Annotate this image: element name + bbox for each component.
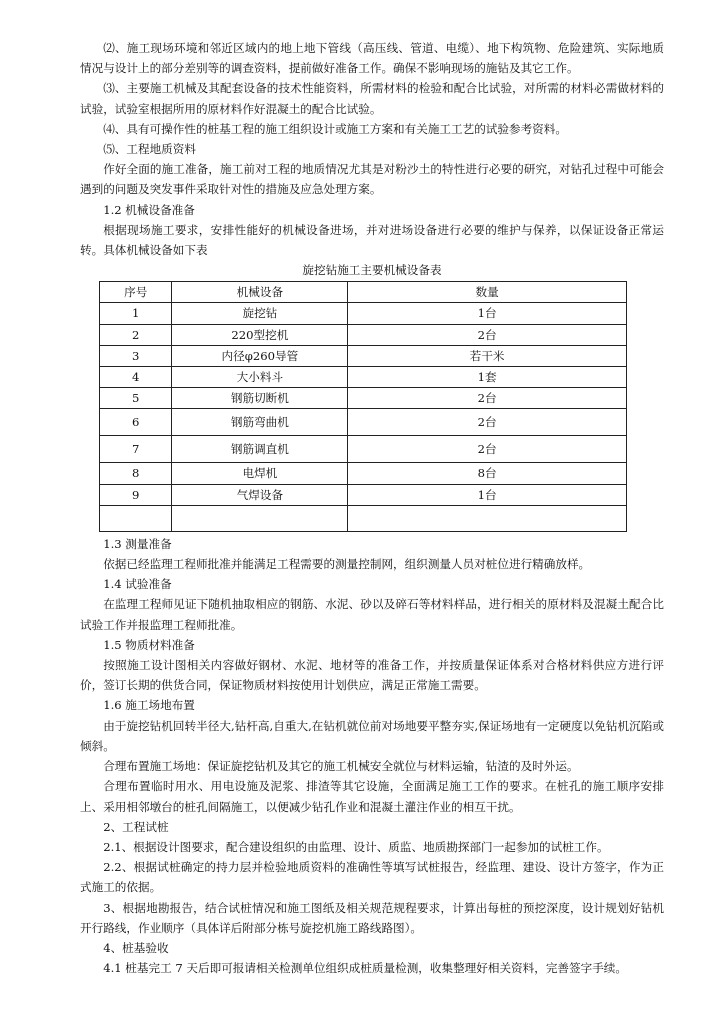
paragraphs-top [80, 38, 664, 260]
heading-2: 2、工程试桩 [103, 819, 169, 834]
table-row [100, 409, 627, 436]
heading-1-2: 1.2 机械设备准备 [103, 202, 195, 217]
cell-index [100, 505, 172, 531]
cell-quantity: 2台 [348, 388, 627, 409]
para-materials: 按照施工设计图相关内容做好钢材、水泥、地材等的准备工作，并按质量保证体系对合格材料供应方进行评价，签订长期的供货合同，保证物质材料按使用计划供应，满足正常施工需要。 [80, 658, 664, 693]
cell-equipment: 钢筋弯曲机 [172, 409, 348, 436]
para-3: 3、根据地勘报告，结合试桩情况和施工图纸及相关规范规程要求，计算出每桩的预挖深度，设计规划好钻机开行路线，作业顺序（具体详后附部分栋号旋挖机施工路线路图）。 [80, 900, 664, 935]
table-header-row [100, 282, 627, 303]
header-cell-equipment: 机械设备 [172, 282, 348, 303]
cell-quantity: 2台 [348, 436, 627, 463]
cell-quantity: 1台 [348, 303, 627, 324]
cell-quantity: 1套 [348, 367, 627, 388]
cell-index: 3 [100, 345, 172, 366]
table-row [100, 388, 627, 409]
heading-4: 4、桩基验收 [103, 940, 169, 955]
equipment-table [99, 281, 627, 532]
para-survey: 依据已经监理工程师批准并能满足工程需要的测量控制网，组织测量人员对桩位进行精确放样。 [103, 557, 591, 572]
cell-equipment: 旋挖钻 [172, 303, 348, 324]
cell-equipment: 内径φ260导管 [172, 345, 348, 366]
header-cell-quantity: 数量 [348, 282, 627, 303]
cell-quantity: 若干米 [348, 345, 627, 366]
table-row [100, 463, 627, 484]
cell-quantity: 2台 [348, 409, 627, 436]
document-page [80, 38, 664, 978]
heading-1-6: 1.6 施工场地布置 [103, 698, 195, 713]
heading-1-5: 1.5 物质材料准备 [103, 637, 195, 652]
para-site-leveling: 由于旋挖钻机回转半径大,钻杆高,自重大,在钻机就位前对场地要平整夯实,保证场地有一定硬度以免钻机沉陷或倾斜。 [80, 718, 664, 753]
table-row-empty [100, 505, 627, 531]
cell-equipment: 大小料斗 [172, 367, 348, 388]
table-caption: 旋挖钻施工主要机械设备表 [302, 263, 442, 278]
para-machinery-tech: ⑶、主要施工机械及其配套设备的技术性能资料，所需材料的检验和配合比试验，对所需的材料必需做材料的试验，试验室根据所用的原材料作好混凝土的配合比试验。 [80, 81, 664, 116]
cell-equipment: 钢筋调直机 [172, 436, 348, 463]
paragraphs-bottom [80, 534, 664, 978]
para-2-2: 2.2、根据试桩确定的持力层并检验地质资料的准确性等填写试桩报告，经监理、建设、设计方签字，作为正式施工的依据。 [80, 860, 664, 895]
para-site-layout: 合理布置施工场地：保证旋挖钻机及其它的施工机械安全就位与材料运输，钻渣的及时外运。 [103, 759, 579, 774]
cell-index: 1 [100, 303, 172, 324]
para-utilities: 合理布置临时用水、用电设施及泥浆、排渣等其它设施，全面满足施工工作的要求。在桩孔的施工顺序安排上、采用相邻墩台的桩孔间隔施工，以便减少钻孔作业和混凝土灌注作业的相互干扰。 [80, 779, 664, 814]
table-row [100, 436, 627, 463]
para-4-1: 4.1 桩基完工 7 天后即可报请相关检测单位组织成桩质量检测，收集整理好相关资料，完善签字手续。 [103, 961, 627, 976]
para-construction-plan: ⑷、具有可操作性的桩基工程的施工组织设计或施工方案和有关施工工艺的试验参考资料。 [103, 121, 567, 136]
table-row [100, 324, 627, 345]
cell-index: 5 [100, 388, 172, 409]
header-cell-index: 序号 [100, 282, 172, 303]
cell-equipment: 钢筋切断机 [172, 388, 348, 409]
para-equipment-intro: 根据现场施工要求，安排性能好的机械设备进场，并对进场设备进行必要的维护与保养，以保证设备正常运转。具体机械设备如下表 [80, 222, 664, 258]
cell-equipment: 气焊设备 [172, 484, 348, 505]
cell-equipment [172, 505, 348, 531]
heading-1-3: 1.3 测量准备 [103, 536, 172, 551]
table-row [100, 303, 627, 324]
cell-equipment: 220型挖机 [172, 324, 348, 345]
para-geology: 作好全面的施工准备，施工前对工程的地质情况尤其是对粉沙土的特性进行必要的研究，对钻孔过程中可能会遇到的问题及突发事件采取针对性的措施及应急处理方案。 [80, 162, 664, 197]
para-2-1: 2.1、根据设计图要求，配合建设组织的由监理、设计、质监、地质勘探部门一起参加的试桩工作。 [103, 839, 609, 854]
cell-index: 6 [100, 409, 172, 436]
cell-equipment: 电焊机 [172, 463, 348, 484]
cell-index: 7 [100, 436, 172, 463]
para-pipelines-survey: ⑵、施工现场环境和邻近区域内的地上地下管线（高压线、管道、电缆）、地下构筑物、危险建筑、实际地质情况与设计上的部分差别等的调查资料，提前做好准备工作。确保不影响现场的施钻及其它工作。 [80, 41, 664, 76]
cell-quantity: 1台 [348, 484, 627, 505]
cell-quantity: 8台 [348, 463, 627, 484]
table-row [100, 345, 627, 366]
heading-1-4: 1.4 试验准备 [103, 577, 172, 592]
cell-index: 8 [100, 463, 172, 484]
heading-geology: ⑸、工程地质资料 [103, 142, 196, 157]
cell-index: 2 [100, 324, 172, 345]
table-row [100, 367, 627, 388]
cell-index: 9 [100, 484, 172, 505]
cell-quantity [348, 505, 627, 531]
para-testing: 在监理工程师见证下随机抽取相应的钢筋、水泥、砂以及碎石等材料样品，进行相关的原材料及混凝土配合比试验工作并报监理工程师批准。 [80, 597, 664, 632]
cell-index: 4 [100, 367, 172, 388]
table-row [100, 484, 627, 505]
cell-quantity: 2台 [348, 324, 627, 345]
